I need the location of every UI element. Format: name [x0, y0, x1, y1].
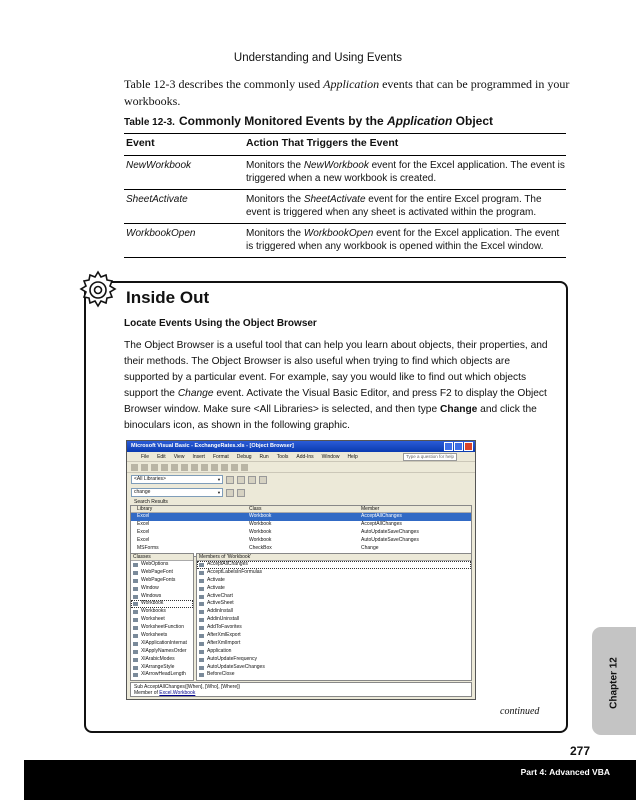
list-item: AutoUpdateFrequency — [197, 656, 471, 664]
table-title: Table 12-3. Commonly Monitored Events by the Application Object — [124, 114, 494, 128]
table-row — [124, 155, 566, 189]
search-results-grid — [130, 505, 472, 557]
list-item: ActiveSheet — [197, 600, 471, 608]
menu-item: Tools — [276, 454, 289, 460]
list-item: WebPageFont — [131, 569, 193, 577]
chapter-tab: Chapter 12 — [592, 627, 636, 735]
list-item: AfterXmlExport — [197, 632, 471, 640]
menu-item: Insert — [192, 454, 205, 460]
events-table — [124, 133, 566, 258]
event-action: Monitors the NewWorkbook event for the Excel application. The event is triggered when a new workbook is created. — [244, 155, 566, 189]
inside-out-body: The Object Browser is a useful tool that can help you learn about objects, their properties, and their methods. The Object Browser is also useful when trying to find which objects are supported by a particular event. For example, say you would like to find out which objects support the Change event. Activate the Visual Basic Editor, and press F2 to display the Object Browser window. Make sure <All Libraries> is selected, and then type Change and click the binoculars icon, as shown in the following graphic. — [124, 340, 548, 431]
toolbar-icon — [181, 464, 188, 471]
list-item: WebPageFonts — [131, 577, 193, 585]
toolbar-icon — [241, 464, 248, 471]
classes-pane — [130, 553, 194, 681]
list-item: AcceptLabelsInFormulas — [197, 569, 471, 577]
menu-item: File — [141, 454, 150, 460]
help-icon — [259, 476, 267, 484]
close-icon — [464, 442, 473, 451]
list-item: Worksheet — [131, 616, 193, 624]
results-header-class: Class — [249, 506, 262, 512]
list-item: Window — [131, 585, 193, 593]
menu-item: Window — [321, 454, 340, 460]
inside-out-subtitle: Locate Events Using the Object Browser — [124, 318, 317, 329]
list-item: AcceptAllChanges — [197, 561, 471, 569]
list-item: WebOptions — [131, 561, 193, 569]
forward-icon — [237, 476, 245, 484]
list-item: Activate — [197, 577, 471, 585]
footer-bar — [24, 760, 636, 800]
inside-out-title: Inside Out — [126, 288, 210, 307]
library-combo: <All Libraries> ▼ — [131, 475, 223, 484]
minimize-icon — [444, 442, 453, 451]
result-row: Excel Workbook AcceptAllChanges — [137, 521, 402, 527]
vb-toolbar — [127, 462, 475, 473]
list-item: AutoUpdateSaveChanges — [197, 664, 471, 672]
menu-item: View — [173, 454, 185, 460]
event-action: Monitors the WorkbookOpen event for the Excel application. The event is triggered when any workbook is opened within the Excel window. — [244, 223, 566, 257]
collapse-icon — [237, 489, 245, 497]
search-results-label: Search Results — [134, 499, 168, 505]
list-item: XlApplyNamesOrder — [131, 648, 193, 656]
list-item: ActiveChart — [197, 593, 471, 601]
result-row: MSForms CheckBox Change — [137, 545, 379, 551]
back-icon — [226, 476, 234, 484]
continued-note: continued — [500, 706, 540, 717]
list-item: Activate — [197, 585, 471, 593]
event-name: NewWorkbook — [124, 155, 244, 189]
menu-item: Help — [347, 454, 358, 460]
list-item: XlApplicationInternat — [131, 640, 193, 648]
table-row — [124, 223, 566, 257]
copy-icon — [248, 476, 256, 484]
toolbar-icon — [161, 464, 168, 471]
toolbar-icon — [151, 464, 158, 471]
binoculars-icon — [226, 489, 234, 497]
list-item: Worksheets — [131, 632, 193, 640]
list-item: Workbooks — [131, 608, 193, 616]
menu-item: Run — [259, 454, 269, 460]
event-name: WorkbookOpen — [124, 223, 244, 257]
result-row: Excel Workbook AutoUpdateSaveChanges — [137, 529, 419, 535]
results-header — [131, 506, 471, 513]
running-head: Understanding and Using Events — [233, 52, 403, 64]
table-header-action: Action That Triggers the Event — [244, 134, 566, 156]
result-row: Excel Workbook AcceptAllChanges — [131, 513, 471, 521]
gear-icon — [78, 270, 118, 310]
details-pane — [130, 682, 472, 697]
list-item: XlArrowHeadLength — [131, 671, 193, 679]
classes-label: Classes — [131, 554, 193, 561]
help-search-box: Type a question for help — [403, 453, 457, 461]
list-item: AddinInstall — [197, 608, 471, 616]
list-item: AddToFavorites — [197, 624, 471, 632]
list-item: WorksheetFunction — [131, 624, 193, 632]
list-item: Windows — [131, 593, 193, 601]
menu-item: Debug — [236, 454, 252, 460]
list-item: AddinUninstall — [197, 616, 471, 624]
table-header-event: Event — [124, 134, 244, 156]
menu-item: Add-Ins — [296, 454, 314, 460]
vb-title-bar: Microsoft Visual Basic - ExchangeRates.xls - [Object Browser] — [127, 441, 475, 452]
list-item: XlArabicModes — [131, 656, 193, 664]
list-item: AfterXmlImport — [197, 640, 471, 648]
toolbar-icon — [211, 464, 218, 471]
members-pane — [196, 553, 472, 681]
results-header-member: Member — [361, 506, 380, 512]
toolbar-icon — [231, 464, 238, 471]
members-list — [197, 561, 471, 679]
table-header-row — [124, 134, 566, 156]
library-row — [127, 473, 475, 486]
list-item: Application — [197, 648, 471, 656]
search-combo: change ▼ — [131, 488, 223, 497]
page-number: 277 — [570, 744, 591, 758]
toolbar-icon — [221, 464, 228, 471]
list-item: BeforeClose — [197, 671, 471, 679]
footer-part-label: Part 4: Advanced VBA — [520, 767, 610, 777]
toolbar-icon — [191, 464, 198, 471]
event-action: Monitors the SheetActivate event for the entire Excel program. The event is triggered when any sheet is activated within the program. — [244, 189, 566, 223]
detail-member-of: Member of Excel.Workbook — [134, 690, 196, 696]
maximize-icon — [454, 442, 463, 451]
toolbar-icon — [201, 464, 208, 471]
members-label: Members of 'Workbook' — [197, 554, 471, 561]
list-item: XlArrangeStyle — [131, 664, 193, 672]
menu-item: Edit — [157, 454, 166, 460]
search-row — [127, 486, 475, 499]
object-browser-screenshot — [126, 440, 476, 700]
window-controls — [444, 442, 473, 451]
detail-signature: Sub AcceptAllChanges([When], [Who], [Where]) — [134, 684, 241, 690]
toolbar-icon — [171, 464, 178, 471]
menu-item: Format — [212, 454, 229, 460]
intro-paragraph: Table 12-3 describes the commonly used Application events that can be programmed in your workbooks. — [124, 77, 570, 108]
table-row — [124, 189, 566, 223]
toolbar-icon — [131, 464, 138, 471]
classes-list — [131, 561, 193, 679]
browser-panes — [130, 553, 472, 681]
vb-menu-bar — [127, 452, 475, 462]
toolbar-icon — [141, 464, 148, 471]
event-name: SheetActivate — [124, 189, 244, 223]
result-row: Excel Workbook AutoUpdateSaveChanges — [137, 537, 419, 543]
results-header-library: Library — [137, 506, 153, 512]
list-item: Workbook — [131, 600, 193, 608]
